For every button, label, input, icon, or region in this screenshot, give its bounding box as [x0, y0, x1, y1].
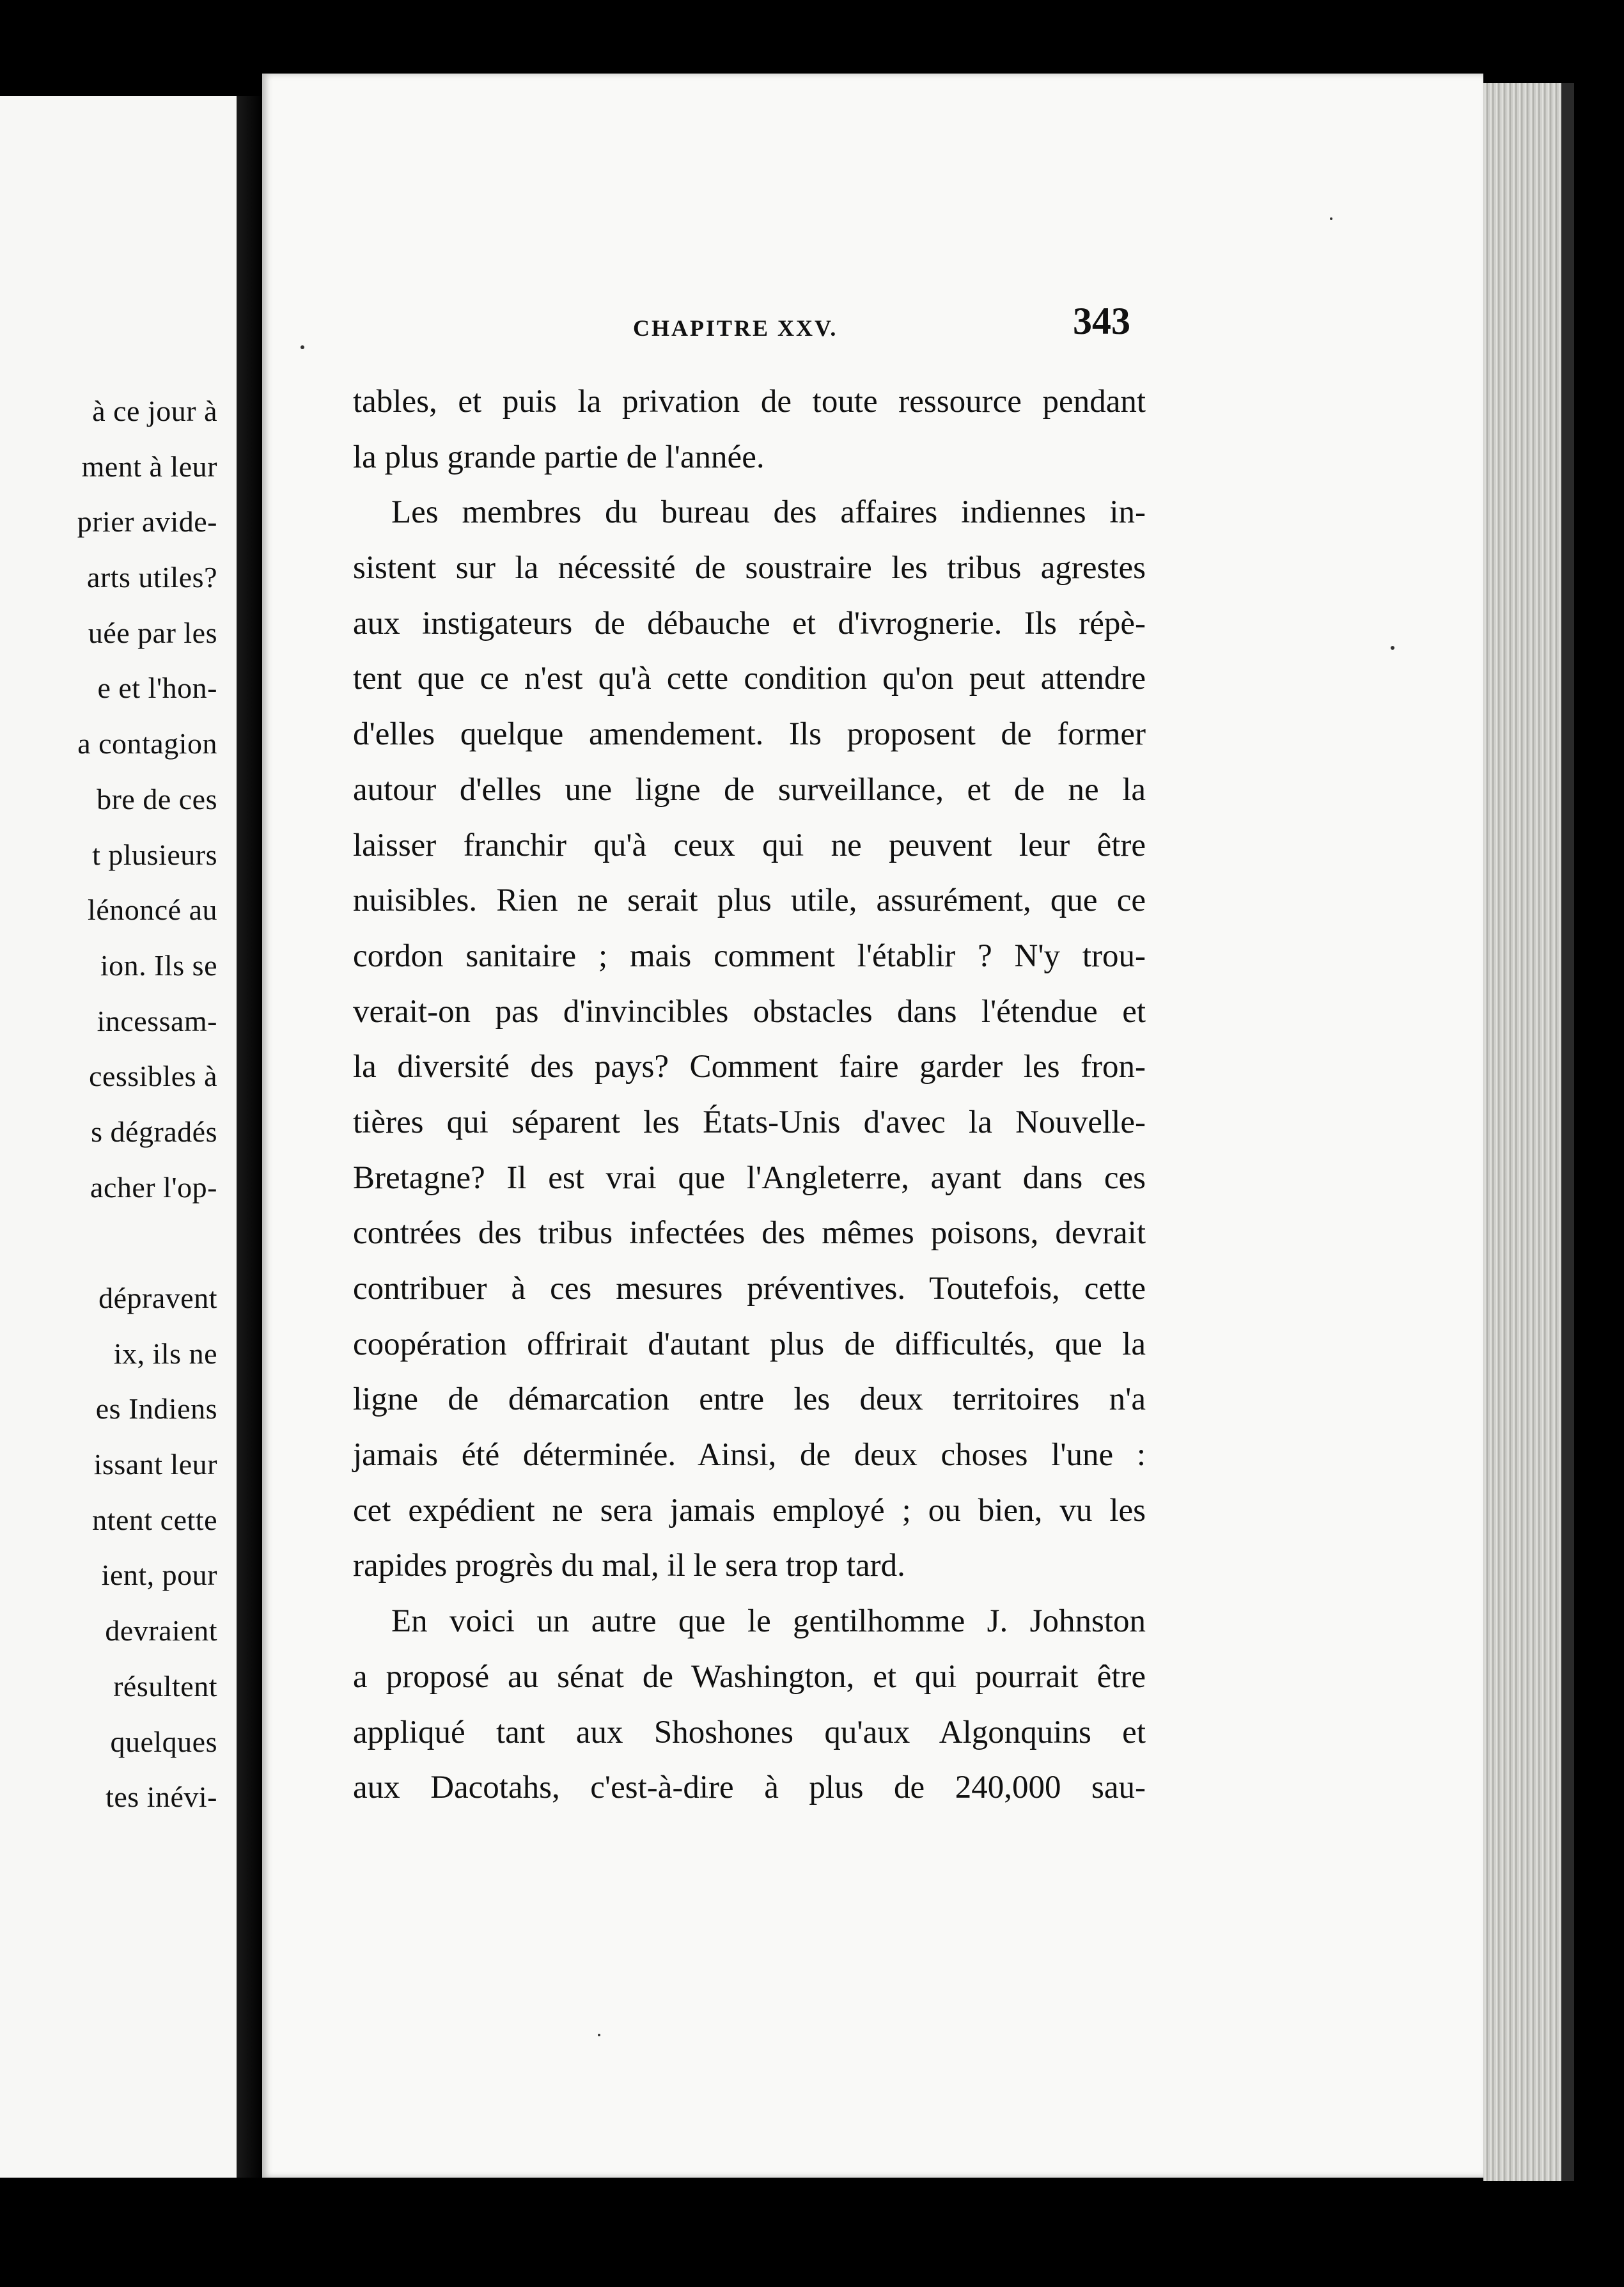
- text-line: d'elles quelque amendement. Ils proposent de former: [353, 716, 1146, 753]
- facing-line: ion. Ils se: [100, 948, 217, 982]
- facing-line: s dégradés: [91, 1115, 217, 1148]
- dust-speck: [598, 2034, 600, 2036]
- running-head: CHAPITRE XXV.: [633, 315, 838, 341]
- text-line: Les membres du bureau des affaires indiennes in-: [391, 494, 1146, 531]
- text-line: a proposé au sénat de Washington, et qui pourrait être: [353, 1658, 1146, 1695]
- facing-line: devraient: [105, 1614, 217, 1647]
- text-line: En voici un autre que le gentilhomme J. Johnston: [391, 1603, 1146, 1640]
- text-line: la plus grande partie de l'année.: [353, 439, 765, 475]
- page-number: 343: [1073, 300, 1130, 342]
- facing-line: cessibles à: [89, 1060, 217, 1093]
- facing-line: ment à leur: [81, 450, 217, 483]
- text-line: tières qui séparent les États-Unis d'avec la Nouvelle-: [353, 1104, 1146, 1140]
- text-line: verait-on pas d'invincibles obstacles dans l'étendue et: [353, 993, 1146, 1030]
- facing-line: résultent: [113, 1669, 217, 1702]
- facing-line: [77, 1215, 217, 1271]
- facing-line: arts utiles?: [87, 561, 217, 594]
- text-line: sistent sur la nécessité de soustraire les tribus agrestes: [353, 550, 1146, 586]
- facing-line: acher l'op-: [90, 1170, 217, 1204]
- facing-line: quelques: [110, 1725, 217, 1758]
- text-line: cordon sanitaire ; mais comment l'établir ? N'y trou-: [353, 938, 1146, 974]
- facing-line: uée par les: [88, 616, 217, 649]
- facing-line: tes inévi-: [105, 1780, 217, 1814]
- facing-line: es Indiens: [95, 1392, 217, 1426]
- dust-speck: [301, 345, 304, 349]
- facing-line: ix, ils ne: [113, 1337, 217, 1370]
- text-line: nuisibles. Rien ne serait plus utile, assurément, que ce: [353, 883, 1146, 919]
- text-line: la diversité des pays? Comment faire garder les fron-: [353, 1049, 1146, 1085]
- dust-speck: [1391, 646, 1394, 650]
- dust-speck: [1330, 217, 1332, 220]
- text-line: jamais été déterminée. Ainsi, de deux choses l'une :: [353, 1437, 1146, 1474]
- body-text: [353, 374, 1146, 1816]
- text-line: aux instigateurs de débauche et d'ivrognerie. Ils répè-: [353, 605, 1146, 641]
- text-line: aux Dacotahs, c'est-à-dire à plus de 240,000 sau-: [353, 1770, 1146, 1806]
- facing-line: ient, pour: [101, 1559, 217, 1592]
- facing-line: e et l'hon-: [97, 672, 217, 705]
- page-edge-shadow: [1561, 83, 1574, 2181]
- facing-line: prier avide-: [77, 505, 217, 538]
- text-line: Bretagne? Il est vrai que l'Angleterre, ayant dans ces: [353, 1159, 1146, 1196]
- text-line: contrées des tribus infectées des mêmes poisons, devrait: [353, 1215, 1146, 1252]
- facing-page-text: [77, 384, 217, 1825]
- facing-line: ntent cette: [92, 1503, 217, 1536]
- facing-line: lénoncé au: [88, 893, 217, 927]
- text-line: cet expédient ne sera jamais employé ; ou bien, vu les: [353, 1492, 1146, 1529]
- text-line: appliqué tant aux Shoshones qu'aux Algonquins et: [353, 1714, 1146, 1750]
- text-line: rapides progrès du mal, il le sera trop tard.: [353, 1548, 905, 1584]
- facing-line: incessam-: [97, 1004, 217, 1037]
- text-line: coopération offrirait d'autant plus de difficultés, que la: [353, 1326, 1146, 1362]
- facing-line: issant leur: [93, 1448, 217, 1481]
- text-line: tables, et puis la privation de toute ressource pendant: [353, 384, 1146, 420]
- facing-page: [0, 96, 237, 2178]
- text-line: tent que ce n'est qu'à cette condition qu'on peut attendre: [353, 661, 1146, 697]
- facing-line: bre de ces: [97, 782, 217, 815]
- text-line: contribuer à ces mesures préventives. Toutefois, cette: [353, 1271, 1146, 1307]
- text-line: laisser franchir qu'à ceux qui ne peuvent leur être: [353, 827, 1146, 863]
- book-gutter: [237, 96, 262, 2178]
- facing-line: a contagion: [77, 727, 217, 760]
- facing-line: à ce jour à: [92, 395, 217, 427]
- text-line: ligne de démarcation entre les deux territoires n'a: [353, 1381, 1146, 1418]
- text-line: autour d'elles une ligne de surveillance, et de ne la: [353, 771, 1146, 808]
- facing-line: dépravent: [98, 1282, 217, 1314]
- facing-line: t plusieurs: [92, 838, 217, 871]
- page-edges: [1483, 83, 1561, 2181]
